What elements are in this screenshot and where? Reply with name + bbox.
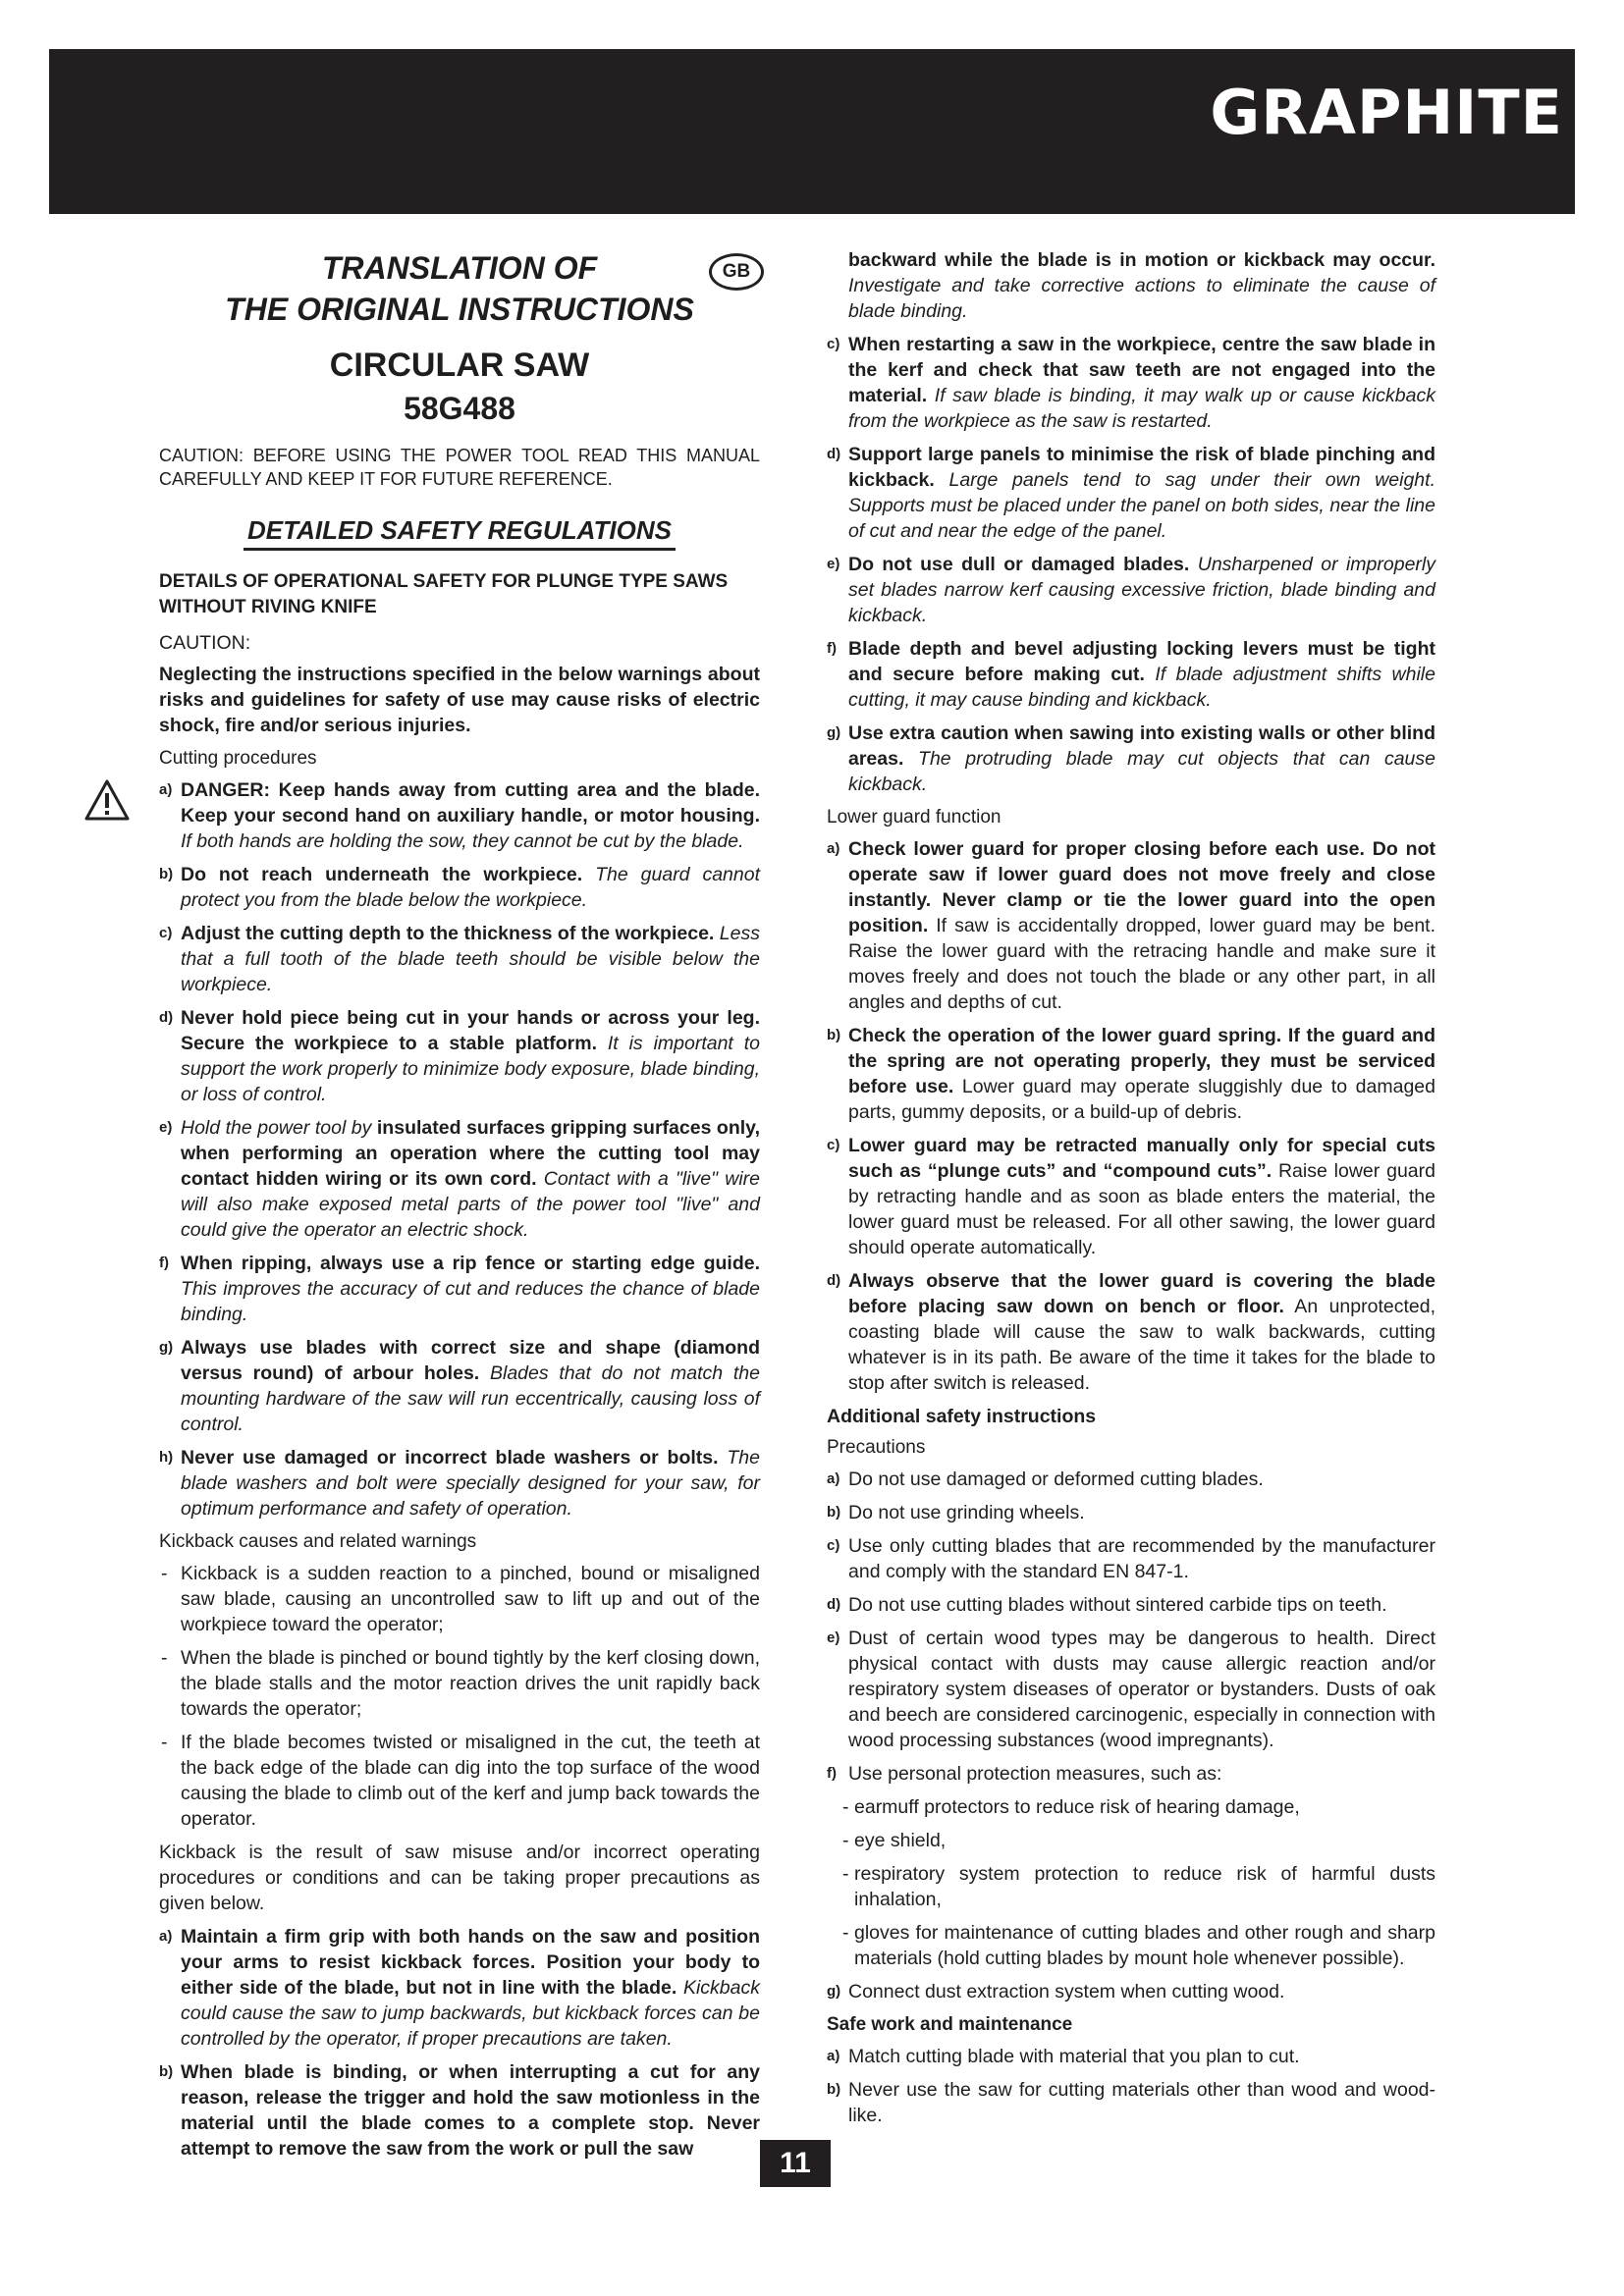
page-number: 11 (760, 2140, 831, 2187)
left-column (159, 247, 760, 2169)
safe-work-heading: Safe work and maintenance (827, 2014, 1073, 2035)
list-item: g) Use extra caution when sawing into existing walls or other blind areas. The protruding blade may cut objects that can cause kickback. (827, 722, 1435, 795)
brand-logo: GRAPHITE (1210, 77, 1563, 148)
list-item: - respiratory system protection to reduce risk of harmful dusts inhalation, (840, 1861, 1435, 1912)
list-item: a) Do not use damaged or deformed cutting blades. (827, 1468, 1264, 1490)
list-item: h) Never use damaged or incorrect blade washers or bolts. The blade washers and bolt were specially designed for your saw, for optimum performance and safety of operation. (159, 1447, 760, 1520)
list-item: f) When ripping, always use a rip fence or starting edge guide. This improves the accuracy of cut and reduces the chance of blade binding. (159, 1253, 760, 1325)
list-item: d) Never hold piece being cut in your hands or across your leg. Secure the workpiece to a stable platform. It is important to support the work properly to minimize body exposure, blade binding, or loss of control. (159, 1007, 760, 1105)
warning-triangle-icon (84, 779, 130, 821)
list-item: - gloves for maintenance of cutting blades and other rough and sharp materials (hold cutting blades by mount hole whenever possible). (840, 1920, 1435, 1971)
list-item: a) Check lower guard for proper closing before each use. Do not operate saw if lower guard does not move freely and close instantly. Never clamp or tie the lower guard into the open position. If saw is accidentally dropped, lower guard may be bent. Raise the lower guard with the retracing handle and make sure it moves freely and does not touch the blade or any other part, in all angles and depths of cut. (827, 838, 1435, 1013)
list-item: e) Dust of certain wood types may be dangerous to health. Direct physical contact with dusts may cause allergic reaction and/or respiratory system diseases of operator or bystanders. Dusts of oak and beech are considered carcinogenic, especially in connection with wood processing substances (wood impregnants). (827, 1628, 1435, 1751)
gb-language-badge: GB (709, 253, 764, 291)
model-number: 58G488 (404, 391, 515, 426)
title-line-2: THE ORIGINAL INSTRUCTIONS (225, 292, 694, 327)
list-item: g) Always use blades with correct size and shape (diamond versus round) of arbour holes. Blades that do not match the mounting hardware of the saw will run eccentrically, causing loss of control. (159, 1337, 760, 1435)
list-item: e) Do not use dull or damaged blades. Unsharpened or improperly set blades narrow kerf causing excessive friction, blade binding and kickback. (827, 554, 1435, 626)
list-item: d) Always observe that the lower guard is covering the blade before placing saw down on bench or floor. An unprotected, coasting blade will cause the saw to walk backwards, cutting whatever is in its path. Be aware of the time it takes for the blade to stop after switch is released. (827, 1270, 1435, 1394)
list-item: - When the blade is pinched or bound tightly by the kerf closing down, the blade stalls and the motor reaction drives the unit rapidly back towards the operator; (159, 1645, 760, 1722)
precautions-heading: Precautions (827, 1437, 926, 1458)
list-item: - eye shield, (840, 1828, 1435, 1853)
product-name: CIRCULAR SAW (329, 347, 590, 384)
cutting-list (159, 777, 760, 1522)
list-item: b) Check the operation of the lower guard spring. If the guard and the spring are not operating properly, they must be serviced before use. Lower guard may operate sluggishly due to damaged parts, gummy deposits, or a build-up of debris. (827, 1025, 1435, 1123)
list-item: f) Use personal protection measures, such as: (827, 1763, 1222, 1785)
plunge-heading: DETAILS OF OPERATIONAL SAFETY FOR PLUNGE TYPE SAWS WITHOUT RIVING KNIFE (159, 571, 729, 617)
list-item: f) Blade depth and bevel adjusting locking levers must be tight and secure before making cut. If blade adjustment shifts while cutting, it may cause binding and kickback. (827, 638, 1435, 711)
list-item: b) Never use the saw for cutting materials other than wood and wood-like. (827, 2079, 1435, 2126)
additional-heading: Additional safety instructions (827, 1406, 1097, 1427)
caution-label: CAUTION: (159, 632, 251, 654)
list-item: c) Adjust the cutting depth to the thickness of the workpiece. Less that a full tooth of the blade teeth should be visible below the workpiece. (159, 923, 760, 995)
list-item: b) When blade is binding, or when interrupting a cut for any reason, release the trigger and hold the saw motionless in the material until the blade comes to a complete stop. Never attempt to remove the saw from the work or pull the saw (159, 2061, 760, 2160)
list-item: d) Do not use cutting blades without sintered carbide tips on teeth. (827, 1594, 1387, 1616)
cutting-heading: Cutting procedures (159, 748, 317, 769)
kickback-heading: Kickback causes and related warnings (159, 1531, 477, 1552)
list-item: b) Do not use grinding wheels. (827, 1502, 1085, 1523)
list-item: - earmuff protectors to reduce risk of hearing damage, (840, 1794, 1435, 1820)
lower-guard-heading: Lower guard function (827, 807, 1001, 828)
list-item: - If the blade becomes twisted or misaligned in the cut, the teeth at the back edge of the blade can dig into the top surface of the wood causing the blade to climb out of the kerf and jump back towards the operator. (159, 1730, 760, 1832)
title-line-1: TRANSLATION OF (321, 250, 598, 286)
document-title (159, 247, 760, 330)
list-item: c) When restarting a saw in the workpiece, centre the saw blade in the kerf and check that saw teeth are not engaged into the material. If saw blade is binding, it may walk up or cause kickback from the workpiece as the saw is restarted. (827, 334, 1435, 432)
list-item: c) Lower guard may be retracted manually only for special cuts such as “plunge cuts” and “compound cuts”. Raise lower guard by retracting handle and as soon as blade enters the material, the lower guard must be released. For all other sawing, the lower guard should operate automatically. (827, 1135, 1435, 1258)
list-item: a) Maintain a firm grip with both hands on the saw and position your arms to resist kickback forces. Position your body to either side of the blade, but not in line with the blade. Kickback could cause the saw to jump backwards, but kickback forces can be controlled by the operator, if proper precautions are taken. (159, 1926, 760, 2050)
list-item: g) Connect dust extraction system when cutting wood. (827, 1981, 1285, 2002)
intro-paragraph: Neglecting the instructions specified in the below warnings about risks and guidelines for safety of use may cause risks of electric shock, fire and/or serious injuries. (159, 664, 760, 736)
section-title: DETAILED SAFETY REGULATIONS (159, 512, 760, 548)
kickback-paragraph: Kickback is the result of saw misuse and/or incorrect operating procedures or conditions and can be taking proper precautions as given below. (159, 1842, 760, 1914)
list-item-continuation: backward while the blade is in motion or kickback may occur. Investigate and take corrective actions to eliminate the cause of blade binding. (848, 249, 1435, 322)
list-item: a) Match cutting blade with material that you plan to cut. (827, 2046, 1300, 2067)
right-column (827, 247, 1435, 2136)
manual-caution: CAUTION: BEFORE USING THE POWER TOOL READ THIS MANUAL CAREFULLY AND KEEP IT FOR FUTURE REFERENCE. (159, 446, 760, 489)
list-item: d) Support large panels to minimise the risk of blade pinching and kickback. Large panels tend to sag under their own weight. Supports must be placed under the panel on both sides, near the line of cut and near the edge of the panel. (827, 444, 1435, 542)
list-item: a) DANGER: Keep hands away from cutting area and the blade. Keep your second hand on auxiliary handle, or motor housing. If both hands are holding the sow, they cannot be cut by the blade. (159, 777, 760, 854)
list-item: e) Hold the power tool by insulated surfaces gripping surfaces only, when performing an operation where the cutting tool may contact hidden wiring or its own cord. Contact with a "live" wire will also make exposed metal parts of the power tool "live" and could give the operator an electric shock. (159, 1117, 760, 1241)
list-item: c) Use only cutting blades that are recommended by the manufacturer and comply with the standard EN 847-1. (827, 1535, 1435, 1582)
list-item: b) Do not reach underneath the workpiece. The guard cannot protect you from the blade below the workpiece. (159, 864, 761, 911)
protection-list (840, 1794, 1435, 1971)
list-item: - Kickback is a sudden reaction to a pinched, bound or misaligned saw blade, causing an uncontrolled saw to lift up and out of the workpiece toward the operator; (159, 1561, 760, 1637)
